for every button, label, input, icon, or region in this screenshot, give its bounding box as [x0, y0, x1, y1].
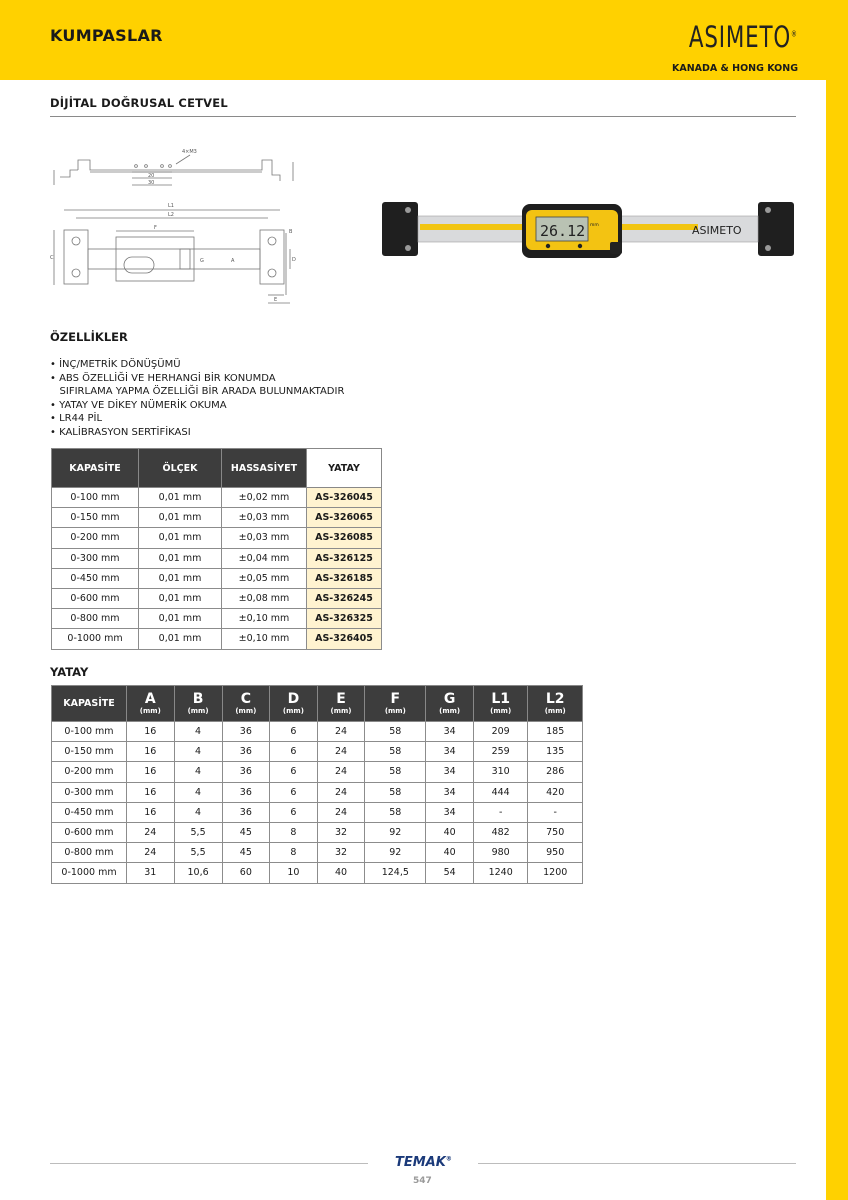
- dim-unit: (mm): [330, 706, 352, 715]
- spec-cell: 0-600 mm: [52, 588, 139, 608]
- spec-cell: 0-300 mm: [52, 548, 139, 568]
- spec-cell: ±0,04 mm: [222, 548, 307, 568]
- dim-unit: (mm): [439, 706, 461, 715]
- dimension-cell: 45: [222, 843, 270, 863]
- dimension-cell: 4: [174, 742, 222, 762]
- dimension-cell: 58: [365, 762, 426, 782]
- dimension-cell: 16: [127, 782, 175, 802]
- spec-cell: ±0,02 mm: [222, 488, 307, 508]
- header-dim-d: [270, 686, 318, 722]
- product-code-cell: AS-326185: [307, 568, 382, 588]
- dim-letter: F: [390, 690, 401, 707]
- drawing-label-20: 20: [148, 173, 155, 179]
- product-code-cell: AS-326405: [307, 629, 382, 649]
- dimension-cell: 4: [174, 762, 222, 782]
- capacity-cell: 0-800 mm: [52, 843, 127, 863]
- dimension-cell: 310: [473, 762, 528, 782]
- dim-unit: (mm): [490, 706, 512, 715]
- spec-cell: 0-800 mm: [52, 609, 139, 629]
- spec-cell: 0,01 mm: [139, 528, 222, 548]
- drawing-label-m3: 4×M3: [182, 149, 197, 155]
- page-header: [0, 0, 848, 80]
- brand-name: ASIMETO: [689, 20, 792, 54]
- dimension-cell: 6: [270, 802, 318, 822]
- dimension-cell: 4: [174, 722, 222, 742]
- spec-cell: 0-200 mm: [52, 528, 139, 548]
- brand-subtitle: KANADA & HONG KONG: [672, 63, 798, 74]
- technical-drawing: [50, 145, 300, 310]
- dimension-cell: 36: [222, 782, 270, 802]
- spec-cell: 0-100 mm: [52, 488, 139, 508]
- dimension-cell: 10,6: [174, 863, 222, 883]
- footer-brand-mark: ®: [445, 1155, 452, 1163]
- drawing-label-l2: L2: [168, 212, 174, 218]
- dimension-cell: -: [473, 802, 528, 822]
- spec-table-row: [52, 508, 382, 528]
- dim-letter: C: [240, 690, 251, 707]
- spec-table: [51, 448, 382, 650]
- dimension-cell: 24: [317, 782, 365, 802]
- dimension-cell: 24: [127, 822, 175, 842]
- drawing-label-30: 30: [148, 180, 155, 186]
- feature-item: SIFIRLAMA YAPMA ÖZELLİĞİ BİR ARADA BULUNMAKTADIR: [50, 386, 345, 397]
- dimension-cell: 8: [270, 843, 318, 863]
- header-horizontal: YATAY: [307, 449, 382, 488]
- section-divider: [50, 116, 796, 117]
- spec-table-row: [52, 488, 382, 508]
- dim-letter: B: [192, 690, 204, 707]
- dimension-cell: 6: [270, 722, 318, 742]
- capacity-cell: 0-450 mm: [52, 802, 127, 822]
- dimension-cell: 209: [473, 722, 528, 742]
- dimension-cell: 45: [222, 822, 270, 842]
- dimension-table-title: YATAY: [50, 665, 89, 679]
- dimension-cell: 16: [127, 802, 175, 822]
- spec-cell: 0,01 mm: [139, 609, 222, 629]
- feature-item: • YATAY VE DİKEY NÜMERİK OKUMA: [50, 399, 227, 411]
- dimension-cell: 24: [127, 843, 175, 863]
- dimension-cell: 54: [426, 863, 474, 883]
- dimension-cell: 32: [317, 822, 365, 842]
- dimension-cell: 124,5: [365, 863, 426, 883]
- photo-brand: ASIMETO: [692, 224, 742, 237]
- drawing-label-a: A: [231, 258, 235, 264]
- header-capacity: KAPASİTE: [52, 686, 127, 722]
- header-dim-b: [174, 686, 222, 722]
- spec-cell: 0,01 mm: [139, 508, 222, 528]
- dim-letter: L2: [545, 690, 565, 707]
- dimension-cell: 8: [270, 822, 318, 842]
- spec-cell: ±0,10 mm: [222, 629, 307, 649]
- header-capacity: KAPASİTE: [52, 449, 139, 488]
- drawing-label-c: C: [50, 255, 54, 261]
- dimension-cell: 36: [222, 742, 270, 762]
- dimension-table-header: [52, 686, 583, 722]
- features-list: [50, 358, 344, 439]
- dimension-cell: 34: [426, 802, 474, 822]
- capacity-cell: 0-200 mm: [52, 762, 127, 782]
- display-reading: 26.12: [540, 222, 586, 240]
- drawing-label-d: D: [292, 257, 296, 263]
- dimension-cell: 24: [317, 802, 365, 822]
- header-dim-c: [222, 686, 270, 722]
- category-title: KUMPASLAR: [50, 26, 163, 45]
- spec-cell: 0-150 mm: [52, 508, 139, 528]
- features-title: ÖZELLİKLER: [50, 330, 128, 344]
- dim-unit: (mm): [282, 706, 304, 715]
- dimension-cell: 5,5: [174, 843, 222, 863]
- dimension-cell: 58: [365, 722, 426, 742]
- display-unit: mm: [590, 223, 599, 228]
- spec-cell: ±0,10 mm: [222, 609, 307, 629]
- spec-cell: 0,01 mm: [139, 548, 222, 568]
- product-code-cell: AS-326245: [307, 588, 382, 608]
- dimension-cell: 60: [222, 863, 270, 883]
- dim-unit: (mm): [235, 706, 257, 715]
- spec-table-row: [52, 588, 382, 608]
- dim-letter: D: [287, 690, 300, 707]
- footer-brand: [395, 1155, 452, 1170]
- header-dim-e: [317, 686, 365, 722]
- product-code-cell: AS-326045: [307, 488, 382, 508]
- capacity-cell: 0-600 mm: [52, 822, 127, 842]
- dimension-cell: 185: [528, 722, 583, 742]
- spec-cell: ±0,05 mm: [222, 568, 307, 588]
- brand-logo: [689, 20, 798, 54]
- spec-cell: 0-450 mm: [52, 568, 139, 588]
- dimension-cell: 40: [426, 843, 474, 863]
- dimension-cell: 482: [473, 822, 528, 842]
- dimension-table: [51, 685, 583, 884]
- header-dim-f: [365, 686, 426, 722]
- dimension-cell: 4: [174, 782, 222, 802]
- spec-cell: 0-1000 mm: [52, 629, 139, 649]
- product-code-cell: AS-326125: [307, 548, 382, 568]
- dimension-table-row: [52, 782, 583, 802]
- dimension-cell: 34: [426, 782, 474, 802]
- header-dim-l1: [473, 686, 528, 722]
- spec-table-row: [52, 528, 382, 548]
- product-code-cell: AS-326325: [307, 609, 382, 629]
- capacity-cell: 0-1000 mm: [52, 863, 127, 883]
- drawing-label-b: B: [289, 229, 293, 235]
- header-accuracy: HASSASİYET: [222, 449, 307, 488]
- dim-unit: (mm): [139, 706, 161, 715]
- dimension-cell: 36: [222, 762, 270, 782]
- dimension-cell: 1240: [473, 863, 528, 883]
- dimension-cell: 58: [365, 802, 426, 822]
- dimension-cell: -: [528, 802, 583, 822]
- dimension-cell: 40: [426, 822, 474, 842]
- drawing-label-g: G: [200, 258, 204, 264]
- header-dim-l2: [528, 686, 583, 722]
- dimension-cell: 40: [317, 863, 365, 883]
- dimension-cell: 5,5: [174, 822, 222, 842]
- dimension-cell: 6: [270, 782, 318, 802]
- spec-cell: 0,01 mm: [139, 629, 222, 649]
- dimension-cell: 135: [528, 742, 583, 762]
- dimension-cell: 34: [426, 762, 474, 782]
- spec-cell: ±0,03 mm: [222, 508, 307, 528]
- capacity-cell: 0-150 mm: [52, 742, 127, 762]
- dimension-cell: 4: [174, 802, 222, 822]
- dimension-cell: 980: [473, 843, 528, 863]
- footer-divider-right: [478, 1163, 796, 1164]
- dimension-cell: 34: [426, 742, 474, 762]
- dimension-table-row: [52, 802, 583, 822]
- dimension-cell: 259: [473, 742, 528, 762]
- spec-cell: ±0,03 mm: [222, 528, 307, 548]
- dimension-cell: 58: [365, 782, 426, 802]
- dimension-cell: 31: [127, 863, 175, 883]
- spec-table-row: [52, 609, 382, 629]
- product-code-cell: AS-326085: [307, 528, 382, 548]
- feature-item: • KALİBRASYON SERTİFİKASI: [50, 426, 191, 438]
- spec-cell: 0,01 mm: [139, 568, 222, 588]
- dimension-cell: 444: [473, 782, 528, 802]
- spec-cell: 0,01 mm: [139, 488, 222, 508]
- product-code-cell: AS-326065: [307, 508, 382, 528]
- header-dim-g: [426, 686, 474, 722]
- product-photo: [382, 196, 794, 262]
- spec-table-row: [52, 629, 382, 649]
- dimension-cell: 6: [270, 742, 318, 762]
- dimension-cell: 32: [317, 843, 365, 863]
- footer-brand-name: TEMAK: [395, 1155, 446, 1170]
- dimension-cell: 58: [365, 742, 426, 762]
- dimension-table-row: [52, 843, 583, 863]
- dimension-cell: 420: [528, 782, 583, 802]
- dim-letter: A: [144, 690, 156, 707]
- spec-cell: 0,01 mm: [139, 588, 222, 608]
- footer-divider-left: [50, 1163, 368, 1164]
- page-number: 547: [413, 1176, 432, 1186]
- drawing-label-f: F: [154, 225, 157, 231]
- header-scale: ÖLÇEK: [139, 449, 222, 488]
- capacity-cell: 0-100 mm: [52, 722, 127, 742]
- dimension-table-row: [52, 762, 583, 782]
- spec-table-row: [52, 548, 382, 568]
- dimension-cell: 92: [365, 822, 426, 842]
- dim-letter: L1: [491, 690, 510, 707]
- section-title: DİJİTAL DOĞRUSAL CETVEL: [50, 96, 228, 110]
- drawing-label-e: E: [274, 297, 278, 303]
- dimension-cell: 24: [317, 762, 365, 782]
- dimension-cell: 950: [528, 843, 583, 863]
- dimension-cell: 36: [222, 802, 270, 822]
- feature-item: • ABS ÖZELLİĞİ VE HERHANGİ BİR KONUMDA: [50, 372, 276, 384]
- spec-table-row: [52, 568, 382, 588]
- drawing-label-l1: L1: [168, 203, 174, 209]
- brand-mark: ®: [791, 29, 798, 39]
- dimension-cell: 6: [270, 762, 318, 782]
- feature-item: • LR44 PİL: [50, 413, 103, 424]
- feature-item: • İNÇ/METRİK DÖNÜŞÜMÜ: [50, 359, 181, 370]
- dimension-cell: 24: [317, 722, 365, 742]
- dimension-table-row: [52, 822, 583, 842]
- dimension-cell: 10: [270, 863, 318, 883]
- dim-unit: (mm): [384, 706, 406, 715]
- dimension-table-row: [52, 742, 583, 762]
- dimension-cell: 24: [317, 742, 365, 762]
- side-accent-bar: [826, 80, 848, 1200]
- dimension-cell: 750: [528, 822, 583, 842]
- dimension-cell: 36: [222, 722, 270, 742]
- dimension-table-row: [52, 722, 583, 742]
- header-dim-a: [127, 686, 175, 722]
- dimension-table-row: [52, 863, 583, 883]
- dimension-cell: 92: [365, 843, 426, 863]
- dimension-cell: 16: [127, 722, 175, 742]
- dimension-cell: 1200: [528, 863, 583, 883]
- dim-letter: G: [443, 690, 456, 707]
- dimension-cell: 286: [528, 762, 583, 782]
- dimension-cell: 16: [127, 742, 175, 762]
- dimension-cell: 34: [426, 722, 474, 742]
- dim-letter: E: [336, 690, 346, 707]
- spec-table-header: [52, 449, 382, 488]
- dim-unit: (mm): [544, 706, 566, 715]
- spec-cell: ±0,08 mm: [222, 588, 307, 608]
- dim-unit: (mm): [187, 706, 209, 715]
- capacity-cell: 0-300 mm: [52, 782, 127, 802]
- dimension-cell: 16: [127, 762, 175, 782]
